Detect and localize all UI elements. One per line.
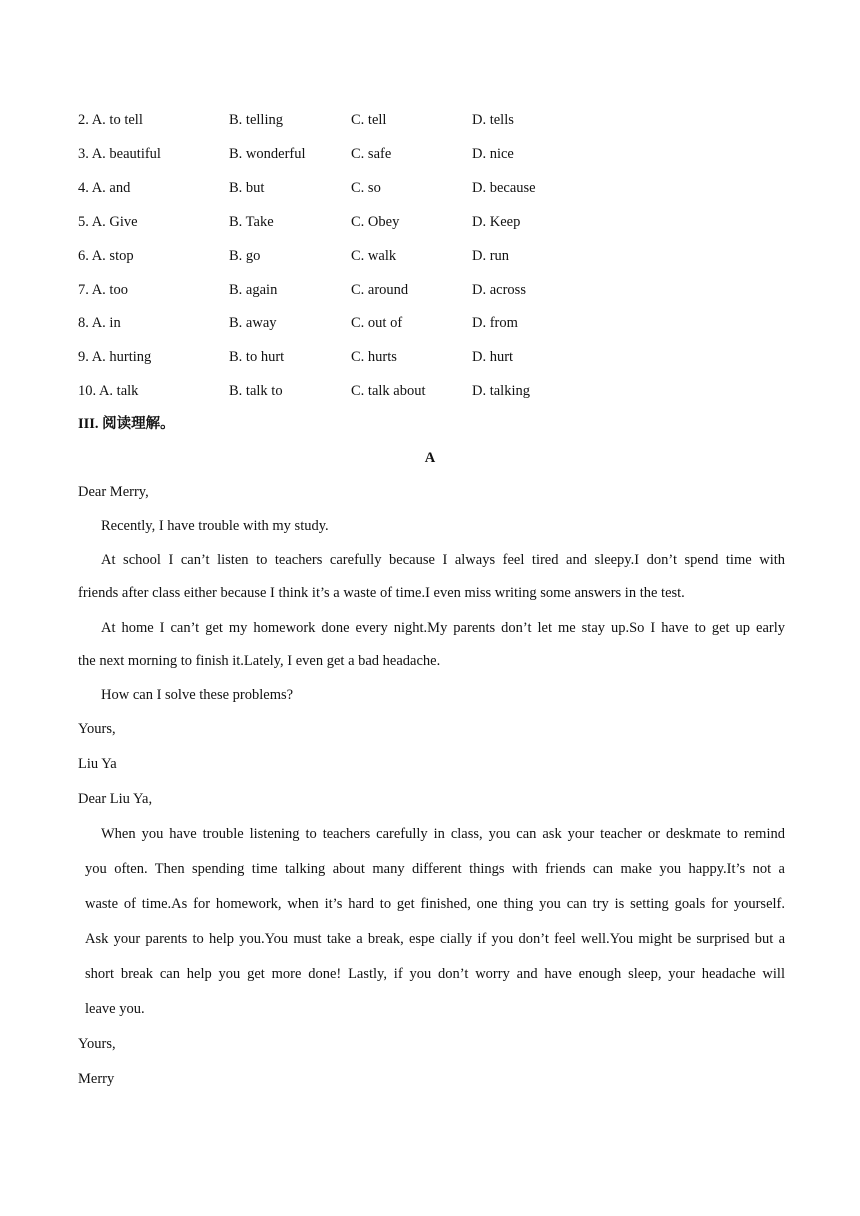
- option-d: D. run: [472, 248, 510, 264]
- option-b: B. to hurt: [229, 349, 285, 365]
- letter1-paragraph-line: At home I can’t get my homework done every night.My parents don’t let me stay up.So I have to get up early: [101, 620, 785, 636]
- option-row-8: [0, 313, 860, 333]
- letter2-greeting: Dear Liu Ya,: [78, 791, 153, 807]
- option-c: C. tell: [351, 112, 387, 128]
- letter1-paragraph-line: At school I can’t listen to teachers carefully because I always feel tired and sleepy.I don’t spend time with: [101, 552, 785, 568]
- option-b: B. away: [229, 315, 277, 331]
- option-b: B. talk to: [229, 383, 283, 399]
- option-row-2: [0, 110, 860, 130]
- option-d: D. talking: [472, 383, 530, 399]
- option-c: C. around: [351, 282, 409, 298]
- letter1-closing: Yours,: [78, 721, 116, 737]
- letter1-paragraph-line: friends after class either because I think it’s a waste of time.I even miss writing some answers in the test.: [78, 585, 685, 601]
- option-a: 2. A. to tell: [78, 112, 143, 128]
- option-a: 10. A. talk: [78, 383, 139, 399]
- option-a: 8. A. in: [78, 315, 121, 331]
- option-a: 9. A. hurting: [78, 349, 152, 365]
- letter1-paragraph: Recently, I have trouble with my study.: [101, 518, 329, 534]
- option-d: D. nice: [472, 146, 514, 162]
- section-heading: III. 阅读理解。: [78, 416, 175, 432]
- option-row-7: [0, 280, 860, 300]
- option-c: C. talk about: [351, 383, 426, 399]
- option-a: 4. A. and: [78, 180, 131, 196]
- option-a: 6. A. stop: [78, 248, 134, 264]
- letter2-paragraph-line: Ask your parents to help you.You must take a break, espe cially if you don’t feel well.You might be surprised but a: [85, 931, 785, 947]
- option-d: D. hurt: [472, 349, 514, 365]
- letter1-paragraph-line: the next morning to finish it.Lately, I even get a bad headache.: [78, 653, 441, 669]
- letter1-greeting: Dear Merry,: [78, 484, 149, 500]
- letter1-paragraph: How can I solve these problems?: [101, 687, 294, 703]
- letter1-signature: Liu Ya: [78, 756, 117, 772]
- option-b: B. Take: [229, 214, 274, 230]
- letter2-paragraph-line: When you have trouble listening to teachers carefully in class, you can ask your teacher or deskmate to remind: [101, 826, 785, 842]
- option-c: C. hurts: [351, 349, 397, 365]
- letter2-paragraph-line: leave you.: [85, 1001, 145, 1017]
- option-c: C. Obey: [351, 214, 400, 230]
- option-b: B. telling: [229, 112, 283, 128]
- option-b: B. go: [229, 248, 261, 264]
- option-c: C. safe: [351, 146, 392, 162]
- letter2-closing: Yours,: [78, 1036, 116, 1052]
- letter2-paragraph-line: waste of time.As for homework, when it’s hard to get finished, one thing you can try is setting goals for yourself.: [85, 896, 785, 912]
- letter2-paragraph-line: short break can help you get more done! Lastly, if you don’t worry and have enough sleep, your headache will: [85, 966, 785, 982]
- option-b: B. again: [229, 282, 278, 298]
- option-row-4: [0, 178, 860, 198]
- passage-label: A: [424, 450, 436, 466]
- option-c: C. out of: [351, 315, 403, 331]
- option-row-3: [0, 144, 860, 164]
- option-d: D. from: [472, 315, 518, 331]
- option-d: D. because: [472, 180, 536, 196]
- option-a: 5. A. Give: [78, 214, 138, 230]
- letter2-signature: Merry: [78, 1071, 115, 1087]
- option-d: D. across: [472, 282, 526, 298]
- letter2-paragraph-line: you often. Then spending time talking about many different things with friends can make you happy.It’s not a: [85, 861, 785, 877]
- option-d: D. tells: [472, 112, 514, 128]
- option-row-9: [0, 347, 860, 367]
- option-b: B. but: [229, 180, 265, 196]
- option-a: 7. A. too: [78, 282, 128, 298]
- option-d: D. Keep: [472, 214, 521, 230]
- option-c: C. so: [351, 180, 381, 196]
- option-c: C. walk: [351, 248, 397, 264]
- option-b: B. wonderful: [229, 146, 306, 162]
- option-row-5: [0, 212, 860, 232]
- option-row-10: [0, 381, 860, 401]
- option-row-6: [0, 246, 860, 266]
- option-a: 3. A. beautiful: [78, 146, 161, 162]
